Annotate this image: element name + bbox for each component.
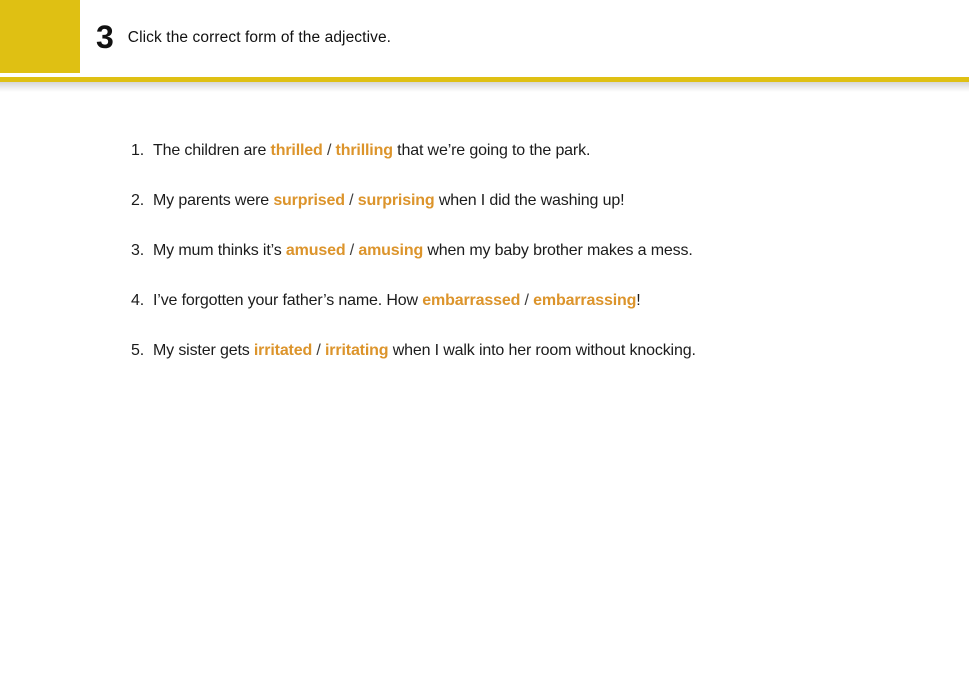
- adjective-option-ing[interactable]: embarrassing: [533, 292, 637, 309]
- option-separator: /: [322, 142, 336, 159]
- sentence-text: [153, 342, 911, 360]
- adjective-option-ed[interactable]: amused: [285, 242, 346, 259]
- list-item-1: [131, 142, 911, 160]
- item-number: 2.: [131, 192, 145, 209]
- sentence-pre-text: The children are: [153, 142, 271, 159]
- option-separator: /: [312, 342, 326, 359]
- option-separator: /: [344, 192, 358, 209]
- corner-accent-square: [0, 0, 80, 73]
- sentence-text: [153, 292, 911, 310]
- item-number: 5.: [131, 342, 145, 359]
- exercise-header: [96, 0, 391, 73]
- item-number: 4.: [131, 292, 145, 309]
- sentence-text: [153, 192, 911, 210]
- option-separator: /: [520, 292, 534, 309]
- list-item-5: [131, 342, 911, 360]
- sentence-post-text: when I did the washing up!: [434, 192, 625, 209]
- adjective-option-ed[interactable]: embarrassed: [422, 292, 521, 309]
- item-number: 3.: [131, 242, 145, 259]
- list-item-4: [131, 292, 911, 310]
- exercise-number: 3: [96, 18, 114, 55]
- option-separator: /: [345, 242, 359, 259]
- sentence-post-text: !: [636, 292, 641, 309]
- sentence-pre-text: My parents were: [153, 192, 274, 209]
- sentence-post-text: when I walk into her room without knocking.: [388, 342, 696, 359]
- sentence-post-text: that we’re going to the park.: [392, 142, 591, 159]
- adjective-option-ing[interactable]: surprising: [357, 192, 435, 209]
- adjective-option-ed[interactable]: thrilled: [270, 142, 323, 159]
- adjective-option-ed[interactable]: irritated: [253, 342, 313, 359]
- adjective-option-ing[interactable]: thrilling: [335, 142, 393, 159]
- sentence-text: [153, 142, 911, 160]
- sentence-pre-text: I’ve forgotten your father’s name. How: [153, 292, 423, 309]
- sentence-text: [153, 242, 911, 260]
- adjective-option-ed[interactable]: surprised: [273, 192, 345, 209]
- sentence-pre-text: My sister gets: [153, 342, 254, 359]
- sentence-list: [131, 142, 911, 392]
- list-item-3: [131, 242, 911, 260]
- sentence-pre-text: My mum thinks it’s: [153, 242, 286, 259]
- sentence-post-text: when my baby brother makes a mess.: [423, 242, 693, 259]
- item-number: 1.: [131, 142, 145, 159]
- header-divider-shadow: [0, 82, 969, 92]
- list-item-2: [131, 192, 911, 210]
- adjective-option-ing[interactable]: irritating: [325, 342, 389, 359]
- adjective-option-ing[interactable]: amusing: [358, 242, 424, 259]
- instruction-text: Click the correct form of the adjective.: [127, 28, 392, 46]
